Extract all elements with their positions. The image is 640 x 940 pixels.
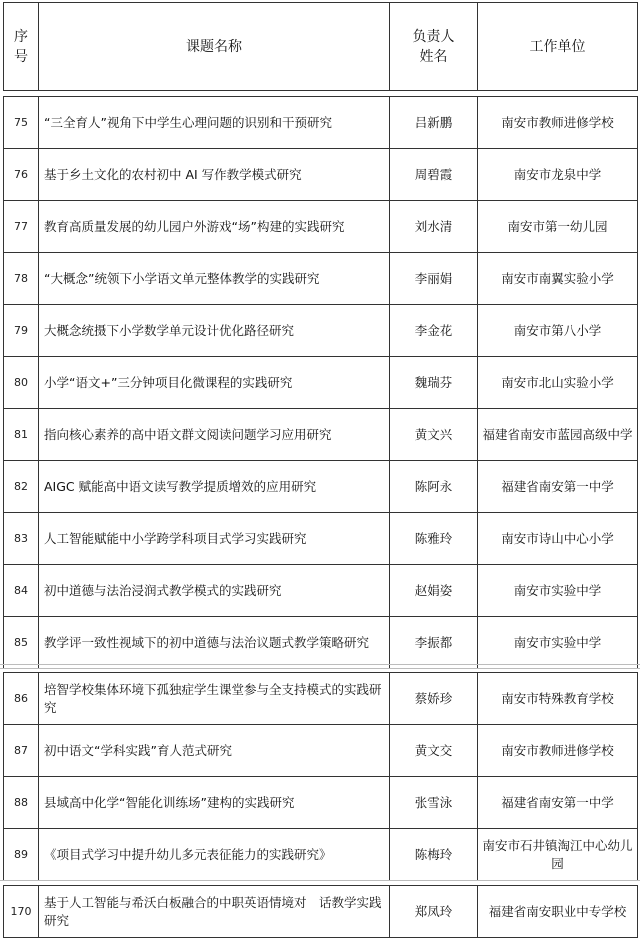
row-unit: 南安市特殊教育学校 — [478, 673, 638, 725]
table-row — [4, 565, 638, 617]
row-title: 小学“语文+”三分钟项目化微课程的实践研究 — [39, 357, 390, 409]
table-row — [4, 201, 638, 253]
row-person: 蔡娇珍 — [390, 673, 478, 725]
table-row — [4, 725, 638, 777]
table-row — [4, 357, 638, 409]
row-person: 李振都 — [390, 617, 478, 669]
row-unit: 南安市实验中学 — [478, 565, 638, 617]
row-unit: 南安市教师进修学校 — [478, 97, 638, 149]
project-table-block-3 — [3, 885, 638, 938]
row-number: 81 — [4, 409, 39, 461]
row-title: 初中语文“学科实践”育人范式研究 — [39, 725, 390, 777]
row-unit: 福建省南安第一中学 — [478, 777, 638, 829]
table-row — [4, 149, 638, 201]
row-title: 指向核心素养的高中语文群文阅读问题学习应用研究 — [39, 409, 390, 461]
table-row — [4, 513, 638, 565]
row-number: 80 — [4, 357, 39, 409]
row-person: 黄文交 — [390, 725, 478, 777]
row-unit: 南安市教师进修学校 — [478, 725, 638, 777]
row-number: 87 — [4, 725, 39, 777]
row-number: 84 — [4, 565, 39, 617]
row-title: 大概念统摄下小学数学单元设计优化路径研究 — [39, 305, 390, 357]
table-row — [4, 97, 638, 149]
project-table-block-2 — [3, 672, 638, 881]
row-person: 黄文兴 — [390, 409, 478, 461]
row-person: 赵娟姿 — [390, 565, 478, 617]
row-number: 78 — [4, 253, 39, 305]
row-title: 初中道德与法治浸润式教学模式的实践研究 — [39, 565, 390, 617]
row-title: AIGC 赋能高中语文读写教学提质增效的应用研究 — [39, 461, 390, 513]
table-row — [4, 253, 638, 305]
row-person: 李丽娟 — [390, 253, 478, 305]
row-number: 76 — [4, 149, 39, 201]
project-table-block-1 — [3, 96, 638, 669]
header-seq: 序号 — [4, 3, 39, 91]
row-title: “大概念”统领下小学语文单元整体教学的实践研究 — [39, 253, 390, 305]
row-title: 教育高质量发展的幼儿园户外游戏“场”构建的实践研究 — [39, 201, 390, 253]
row-number: 83 — [4, 513, 39, 565]
row-person: 陈雅玲 — [390, 513, 478, 565]
row-title: 培智学校集体环境下孤独症学生课堂参与全支持模式的实践研究 — [39, 673, 390, 725]
row-person: 李金花 — [390, 305, 478, 357]
row-unit: 南安市第八小学 — [478, 305, 638, 357]
table-row — [4, 673, 638, 725]
row-number: 88 — [4, 777, 39, 829]
table-row — [4, 461, 638, 513]
row-number: 82 — [4, 461, 39, 513]
page-break-line — [0, 668, 640, 669]
row-title: 县域高中化学“智能化训练场”建构的实践研究 — [39, 777, 390, 829]
row-number: 79 — [4, 305, 39, 357]
row-number: 75 — [4, 97, 39, 149]
row-person: 张雪泳 — [390, 777, 478, 829]
header-unit: 工作单位 — [478, 3, 638, 91]
row-unit: 南安市北山实验小学 — [478, 357, 638, 409]
row-unit: 福建省南安市蓝园高级中学 — [478, 409, 638, 461]
page-break-line — [0, 880, 640, 881]
row-person: 周碧霞 — [390, 149, 478, 201]
header-table — [3, 2, 638, 91]
row-person: 吕新鹏 — [390, 97, 478, 149]
header-person: 负责人姓名 — [390, 3, 478, 91]
table-row — [4, 305, 638, 357]
row-title: 《项目式学习中提升幼儿多元表征能力的实践研究》 — [39, 829, 390, 881]
row-number: 86 — [4, 673, 39, 725]
row-unit: 福建省南安职业中专学校 — [478, 886, 638, 938]
row-title: 人工智能赋能中小学跨学科项目式学习实践研究 — [39, 513, 390, 565]
table-row — [4, 777, 638, 829]
table-row — [4, 617, 638, 669]
page-break-line — [0, 664, 640, 665]
row-title: 基于人工智能与希沃白板融合的中职英语情境对 话教学实践研究 — [39, 886, 390, 938]
row-unit: 南安市实验中学 — [478, 617, 638, 669]
row-unit: 南安市石井镇淘江中心幼儿园 — [478, 829, 638, 881]
row-person: 陈梅玲 — [390, 829, 478, 881]
row-number: 170 — [4, 886, 39, 938]
row-title: 基于乡土文化的农村初中 AI 写作教学模式研究 — [39, 149, 390, 201]
row-unit: 南安市南翼实验小学 — [478, 253, 638, 305]
header-title: 课题名称 — [39, 3, 390, 91]
row-unit: 福建省南安第一中学 — [478, 461, 638, 513]
row-number: 89 — [4, 829, 39, 881]
row-number: 85 — [4, 617, 39, 669]
row-unit: 南安市龙泉中学 — [478, 149, 638, 201]
row-person: 魏瑞芬 — [390, 357, 478, 409]
row-person: 郑凤玲 — [390, 886, 478, 938]
row-title: “三全育人”视角下中学生心理问题的识别和干预研究 — [39, 97, 390, 149]
table-row — [4, 886, 638, 938]
row-title: 教学评一致性视域下的初中道德与法治议题式教学策略研究 — [39, 617, 390, 669]
row-number: 77 — [4, 201, 39, 253]
row-person: 陈阿永 — [390, 461, 478, 513]
table-row — [4, 829, 638, 881]
table-row — [4, 409, 638, 461]
row-unit: 南安市诗山中心小学 — [478, 513, 638, 565]
row-person: 刘水清 — [390, 201, 478, 253]
row-unit: 南安市第一幼儿园 — [478, 201, 638, 253]
